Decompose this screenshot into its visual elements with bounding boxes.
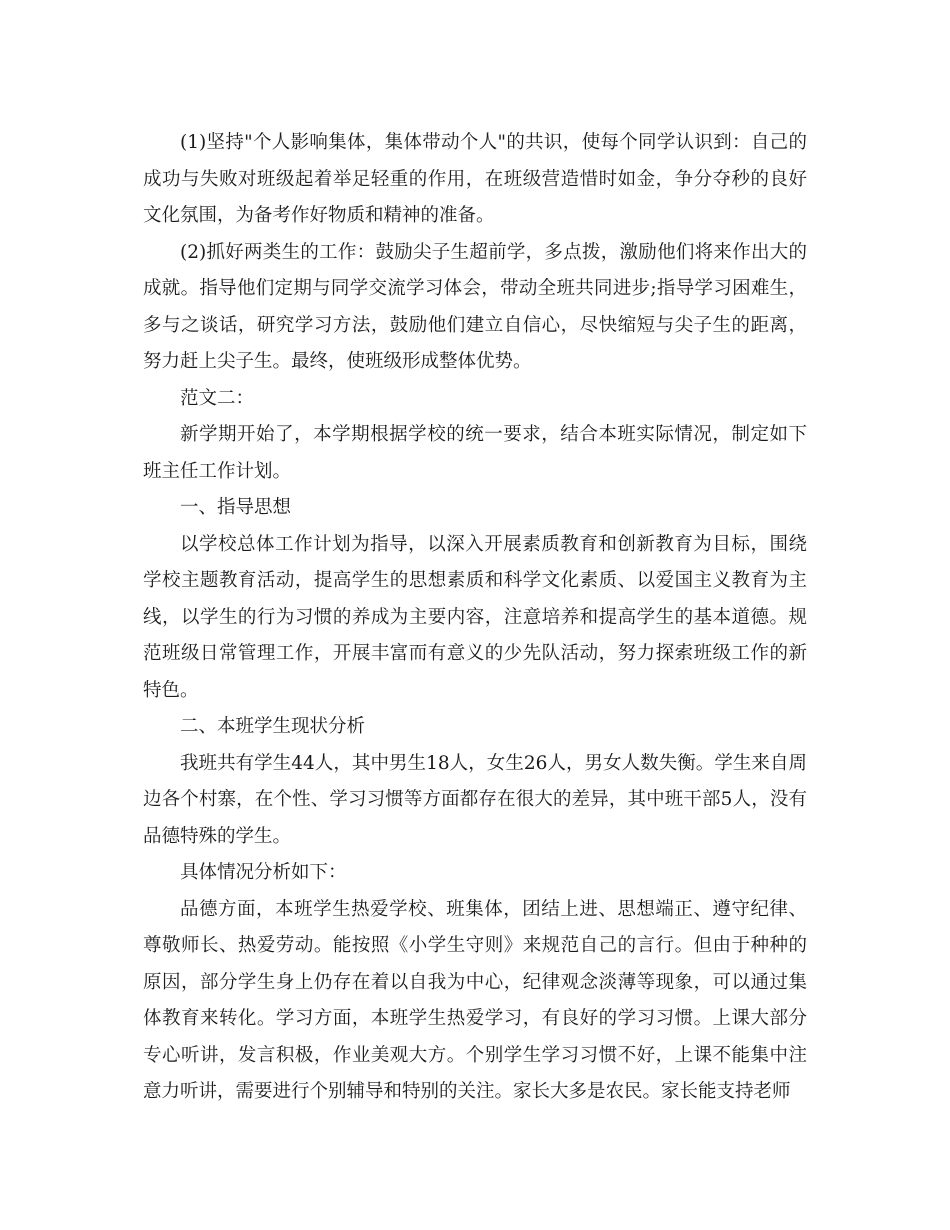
paragraph-guiding-thought: 以学校总体工作计划为指导，以深入开展素质教育和创新教育为目标，围绕学校主题教育活动，提高学生的思想素质和科学文化素质、以爱国主义教育为主线，以学生的行为习惯的养成为主要内容，注意培养和提高学生的基本道德。规范班级日常管理工作，开展丰富而有意义的少先队活动，努力探索班级工作的新特色。 [143,533,807,701]
heading-detail-analysis: 具体情况分析如下： [180,862,347,883]
document-body [143,125,807,1111]
paragraph-detail-analysis: 品德方面，本班学生热爱学校、班集体，团结上进、思想端正、遵守纪律、尊敬师长、热爱劳动。能按照《小学生守则》来规范自己的言行。但由于种种的原因，部分学生身上仍存在着以自我为中心，纪律观念淡薄等现象，可以通过集体教育来转化。学习方面，本班学生热爱学习，有良好的学习习惯。上课大部分专心听讲，发言积极，作业美观大方。个别学生学习习惯不好，上课不能集中注意力听讲，需要进行个别辅导和特别的关注。家长大多是农民。家长能支持老师 [143,898,807,1102]
heading-class-analysis: 二、本班学生现状分析 [180,716,366,737]
paragraph-2: (2)抓好两类生的工作：鼓励尖子生超前学，多点拨，激励他们将来作出大的成就。指导他们定期与同学交流学习体会，带动全班共同进步;指导学习困难生，多与之谈话，研究学习方法，鼓励他们建立自信心，尽快缩短与尖子生的距离，努力赶上尖子生。最终，使班级形成整体优势。 [143,241,807,372]
section-label-fanwen-2: 范文二： [180,387,255,409]
paragraph-intro: 新学期开始了，本学期根据学校的统一要求，结合本班实际情况，制定如下班主任工作计划。 [143,424,807,482]
heading-guiding-thought: 一、指导思想 [180,497,292,518]
paragraph-class-analysis: 我班共有学生44人，其中男生18人，女生26人，男女人数失衡。学生来自周边各个村寨，在个性、学习习惯等方面都存在很大的差异，其中班干部5人，没有品德特殊的学生。 [143,752,807,847]
paragraph-1: (1)坚持"个人影响集体，集体带动个人"的共识，使每个同学认识到：自己的成功与失败对班级起着举足轻重的作用，在班级营造惜时如金，争分夺秒的良好文化氛围，为备考作好物质和精神的准备。 [143,132,807,226]
